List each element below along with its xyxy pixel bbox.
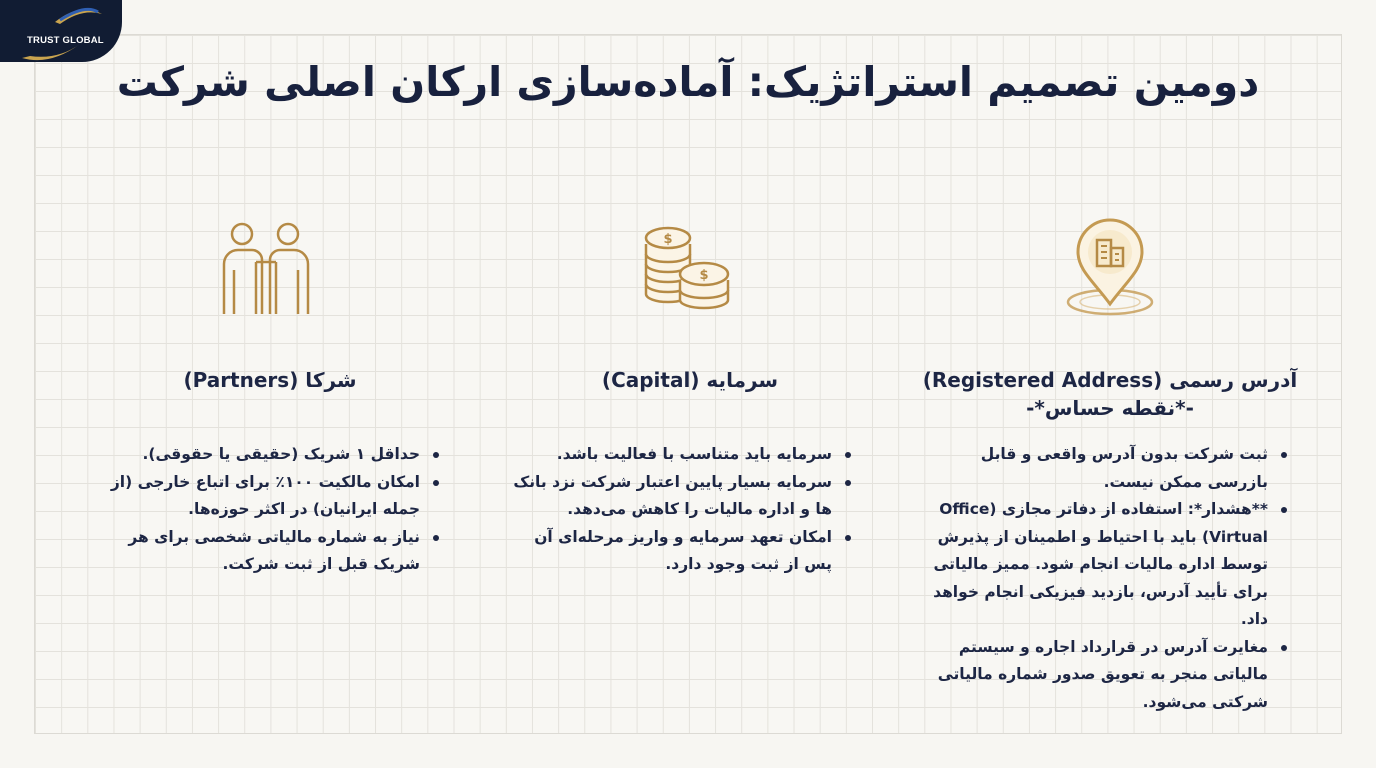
svg-text:$: $ (699, 268, 709, 283)
registered-address-bullets (930, 441, 1294, 716)
list-item: حداقل ۱ شریک (حقیقی یا حقوقی). (84, 441, 446, 469)
list-item: امکان مالکیت ۱۰۰٪ برای اتباع خارجی (از جمله ایرانیان) در اکثر حوزه‌ها. (84, 469, 446, 524)
list-item: ثبت شرکت بدون آدرس واقعی و قابل بازرسی ممکن نیست. (930, 441, 1294, 496)
capital-heading: سرمایه (Capital) (601, 368, 779, 392)
brand-name: TRUST GLOBAL (27, 35, 104, 46)
logo-swoosh-icon (0, 0, 122, 62)
list-item: **هشدار*: استفاده از دفاتر مجازی (Office Virtual) باید با احتیاط و اطمینان از پذیرش توسط اداره مالیات انجام شود. ممیز مالیاتی برای تأیید آدرس، بازدید فیزیکی انجام خواهد داد. (930, 496, 1294, 634)
partners-icon (220, 222, 312, 316)
capital-bullets (510, 441, 858, 579)
partners-heading: شرکا (Partners) (183, 368, 357, 392)
page-title: دومین تصمیم استراتژیک: آماده‌سازی ارکان اصلی شرکت (116, 58, 1260, 106)
partners-bullets (84, 441, 446, 579)
coin-stacks-icon (640, 222, 736, 316)
registered-address-heading: آدرس رسمی (Registered Address) (922, 368, 1298, 392)
list-item: مغایرت آدرس در قرارداد اجاره و سیستم مالیاتی منجر به تعویق صدور شماره مالیاتی شرکتی می‌شود. (930, 634, 1294, 717)
svg-text:$: $ (663, 232, 673, 247)
list-item: امکان تعهد سرمایه و واریز مرحله‌ای آن پس از ثبت وجود دارد. (510, 524, 858, 579)
list-item: سرمایه بسیار پایین اعتبار شرکت نزد بانک ها و اداره مالیات را کاهش می‌دهد. (510, 469, 858, 524)
list-item: نیاز به شماره مالیاتی شخصی برای هر شریک قبل از ثبت شرکت. (84, 524, 446, 579)
location-pin-building-icon (1064, 216, 1156, 320)
list-item: سرمایه باید متناسب با فعالیت باشد. (510, 441, 858, 469)
brand-logo (0, 0, 122, 62)
registered-address-subheading: -*نقطه حساس*- (1026, 396, 1194, 420)
